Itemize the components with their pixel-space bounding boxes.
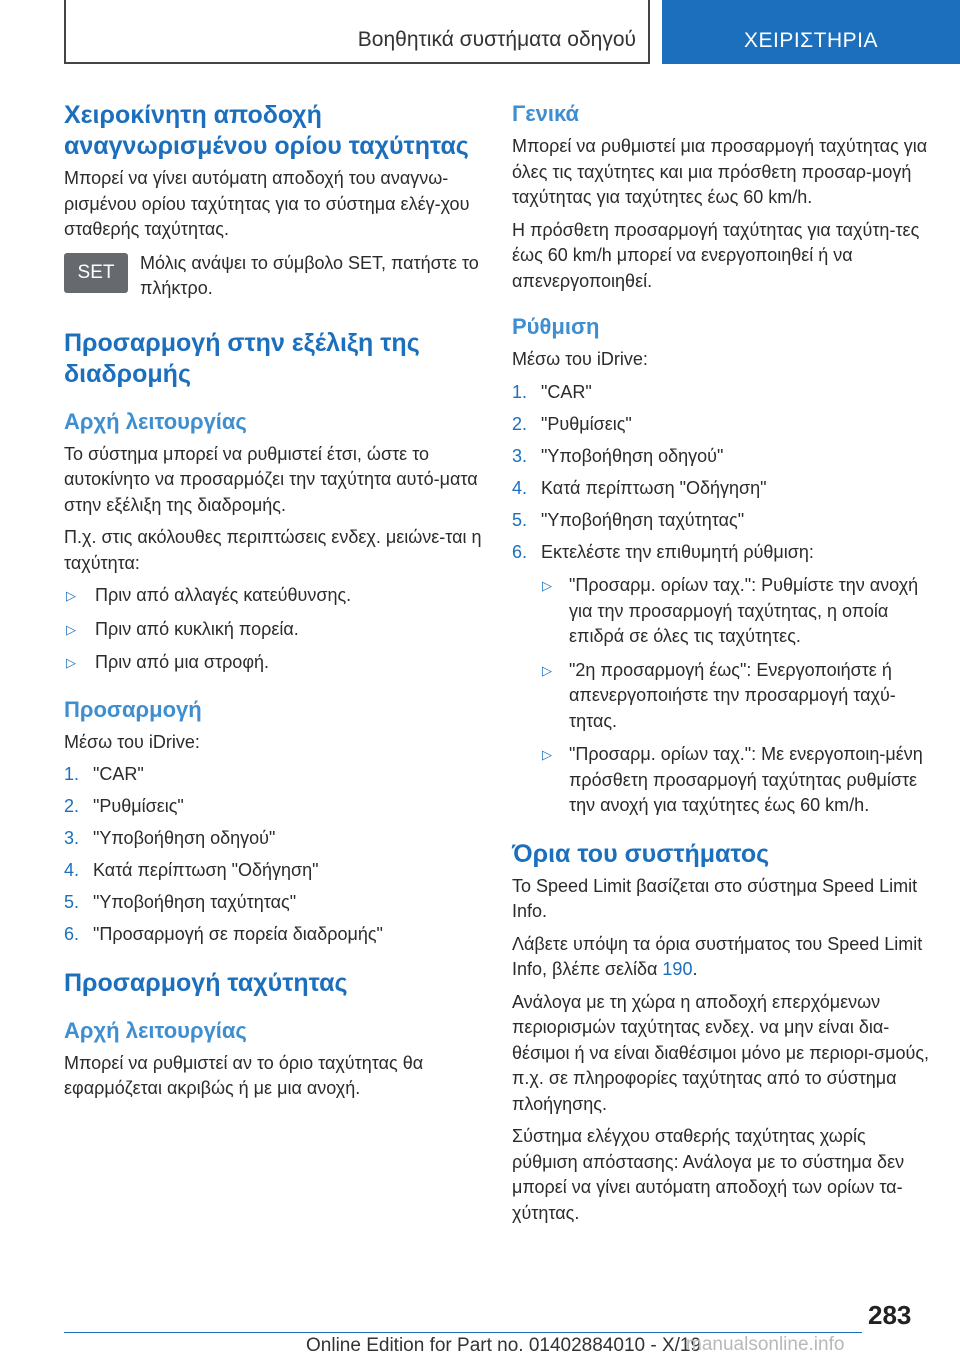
list-item: ▷ Πριν από μια στροφή.: [64, 650, 482, 676]
paragraph-principle: Το σύστημα μπορεί να ρυθμιστεί έτσι, ώστε το αυτοκίνητο να προσαρμόζει την ταχύτητα αυτό-ματα στην εξέλιξη της διαδρομής.: [64, 443, 478, 515]
heading-principle: Αρχή λειτουργίας: [64, 408, 247, 434]
triangle-bullet-icon: ▷: [542, 662, 552, 678]
left-column: [64, 100, 482, 1109]
paragraph-general-1: Μπορεί να ρυθμιστεί μια προσαρμογή ταχύτητας για όλες τις ταχύτητες και μια πρόσθετη προσαρ-μογή ταχύτητας για ταχύτητες έως 60 km/h.: [512, 136, 928, 207]
heading-route-adaptation: Προσαρμογή στην εξέλιξη της διαδρομής: [64, 328, 420, 388]
list-item: 1. "CAR": [512, 381, 592, 402]
list-item: 5. "Υποβοήθηση ταχύτητας": [64, 892, 297, 912]
list-item: ▷ Πριν από αλλαγές κατεύθυνσης.: [64, 583, 482, 609]
heading-system-limits: Όρια του συστήματος: [512, 839, 770, 868]
set-button-icon: SET: [64, 253, 128, 293]
triangle-bullet-icon: ▷: [542, 578, 552, 593]
section-tab: [64, 0, 650, 64]
chapter-title: ΧΕΙΡΙΣΤΗΡΙΑ: [743, 29, 878, 52]
list-item: 6. "Προσαρμογή σε πορεία διαδρομής": [64, 924, 383, 944]
paragraph-example: Π.χ. στις ακόλουθες περιπτώσεις ενδεχ. μειώνε-ται η ταχύτητα:: [64, 527, 482, 573]
paragraph-via-idrive: Μέσω του iDrive:: [64, 731, 200, 752]
chapter-tab[interactable]: [662, 0, 960, 64]
list-item: 2. "Ρυθμίσεις": [64, 796, 184, 816]
heading-manual-acceptance: Χειροκίνητη αποδοχή αναγνωρισμένου ορίου ταχύτητας: [64, 101, 469, 160]
footer-divider: [64, 1332, 862, 1333]
paragraph-via-idrive: Μέσω του iDrive:: [512, 349, 648, 369]
paragraph-limits-4: Σύστημα ελέγχου σταθερής ταχύτητας χωρίς ρύθμιση απόστασης: Ανάλογα με το σύστημα δεν μπορεί να γίνει αυτόματη αποδοχή των ορίων τα-χύτητας.: [512, 1126, 905, 1223]
list-item: ▷ Πριν από κυκλική πορεία.: [64, 617, 482, 643]
paragraph-limits-1: Το Speed Limit βασίζεται στο σύστημα Speed Limit Info.: [512, 875, 918, 921]
list-item: ▷ "Προσαρμ. ορίων ταχ.": Με ενεργοποιη-μένη πρόσθετη προσαρμογή ταχύτητας ρυθμίστε την ανοχή για ταχύτητες έως 60 km/h.: [542, 744, 923, 815]
setting-sub-list: [541, 573, 930, 819]
list-item: 5. "Υποβοήθηση ταχύτητας": [512, 509, 745, 530]
page-header: [64, 0, 960, 66]
triangle-bullet-icon: ▷: [66, 588, 76, 603]
adjustment-steps: [64, 762, 482, 948]
heading-principle-2: Αρχή λειτουργίας: [64, 1017, 247, 1043]
list-item: 2. "Ρυθμίσεις": [512, 413, 632, 434]
right-column: [512, 100, 930, 1233]
paragraph-limits-3: Ανάλογα με τη χώρα η αποδοχή επερχόμενων περιορισμών ταχύτητας ενδεχ. να μην είναι δια-θέσιμοι ή να είναι διαθέσιμοι μόνο με περιορι-σμούς, π.χ. σε πληροφορίες ταχύτητας από το σύστημα πλοήγησης.: [512, 991, 930, 1114]
triangle-bullet-icon: ▷: [66, 655, 76, 670]
list-item: 4. Κατά περίπτωση "Οδήγηση": [512, 477, 767, 498]
paragraph-general-2: Η πρόσθετη προσαρμογή ταχύτητας για ταχύτη-τες έως 60 km/h μπορεί να ενεργοποιηθεί ή να απενεργοποιηθεί.: [512, 219, 920, 291]
page-link[interactable]: 190: [662, 959, 693, 979]
triangle-bullet-icon: ▷: [66, 621, 76, 637]
heading-speed-adaptation: Προσαρμογή ταχύτητας: [64, 968, 348, 997]
paragraph-manual-acceptance: Μπορεί να γίνει αυτόματη αποδοχή του αναγνω-ρισμένου ορίου ταχύτητας για το σύστημα ελέγ-χου σταθερής ταχύτητας.: [64, 168, 470, 239]
list-item: 3. "Υποβοήθηση οδηγού": [512, 445, 724, 466]
heading-general: Γενικά: [512, 101, 580, 126]
page-number: 283: [868, 1300, 912, 1330]
heading-adjustment: Προσαρμογή: [64, 696, 202, 722]
heading-setting: Ρύθμιση: [512, 314, 600, 339]
setting-steps: [512, 380, 930, 819]
section-title: Βοηθητικά συστήματα οδηγού: [357, 28, 636, 51]
watermark: manualsonline.info: [686, 1334, 845, 1355]
list-item: 4. Κατά περίπτωση "Οδήγηση": [64, 860, 319, 880]
paragraph-limits-2: Λάβετε υπόψη τα όρια συστήματος του Speed Limit Info, βλέπε σελίδα 190.: [512, 933, 923, 979]
list-item: ▷ "2η προσαρμογή έως": Ενεργοποιήστε ή απενεργοποιήστε την προσαρμογή ταχύ-τητας.: [542, 659, 896, 731]
route-bullet-list: [64, 583, 482, 676]
set-instruction: [64, 251, 482, 302]
triangle-bullet-icon: ▷: [542, 747, 552, 762]
list-item: 1. "CAR": [64, 764, 144, 784]
footer-edition: Online Edition for Part no. 01402884010 - X/19: [306, 1335, 702, 1356]
list-item: ▷ "Προσαρμ. ορίων ταχ.": Ρυθμίστε την ανοχή για την προσαρμογή ταχύτητας, η οποία επιδρά σε όλες τις ταχύτητες.: [542, 575, 919, 646]
list-item: 3. "Υποβοήθηση οδηγού": [64, 828, 276, 848]
set-instruction-text: Μόλις ανάψει το σύμβολο SET, πατήστε το πλήκτρο.: [140, 252, 479, 298]
paragraph-speed-adaptation: Μπορεί να ρυθμιστεί αν το όριο ταχύτητας θα εφαρμόζεται ακριβώς ή με μια ανοχή.: [64, 1052, 424, 1098]
list-item: 6. Εκτελέστε την επιθυμητή ρύθμιση: ▷ "Προσαρμ. ορίων ταχ.": Ρυθμίστε την ανοχή για την προσαρμογή ταχύτητας, η οποία επιδρά σε όλες τις ταχύτητες. ▷ "2η προσαρμογή έως": Ενεργοποιήστε ή απενεργοποιήστε την προσαρμογή ταχύ-τητας. ▷ "Προσαρμ. ορίων ταχ.": Με ενεργοποιη-μένη πρόσθετη προσαρμογή ταχύτητας ρυθμίστε την ανοχή για ταχύτητες έως 60 km/h.: [512, 540, 930, 819]
